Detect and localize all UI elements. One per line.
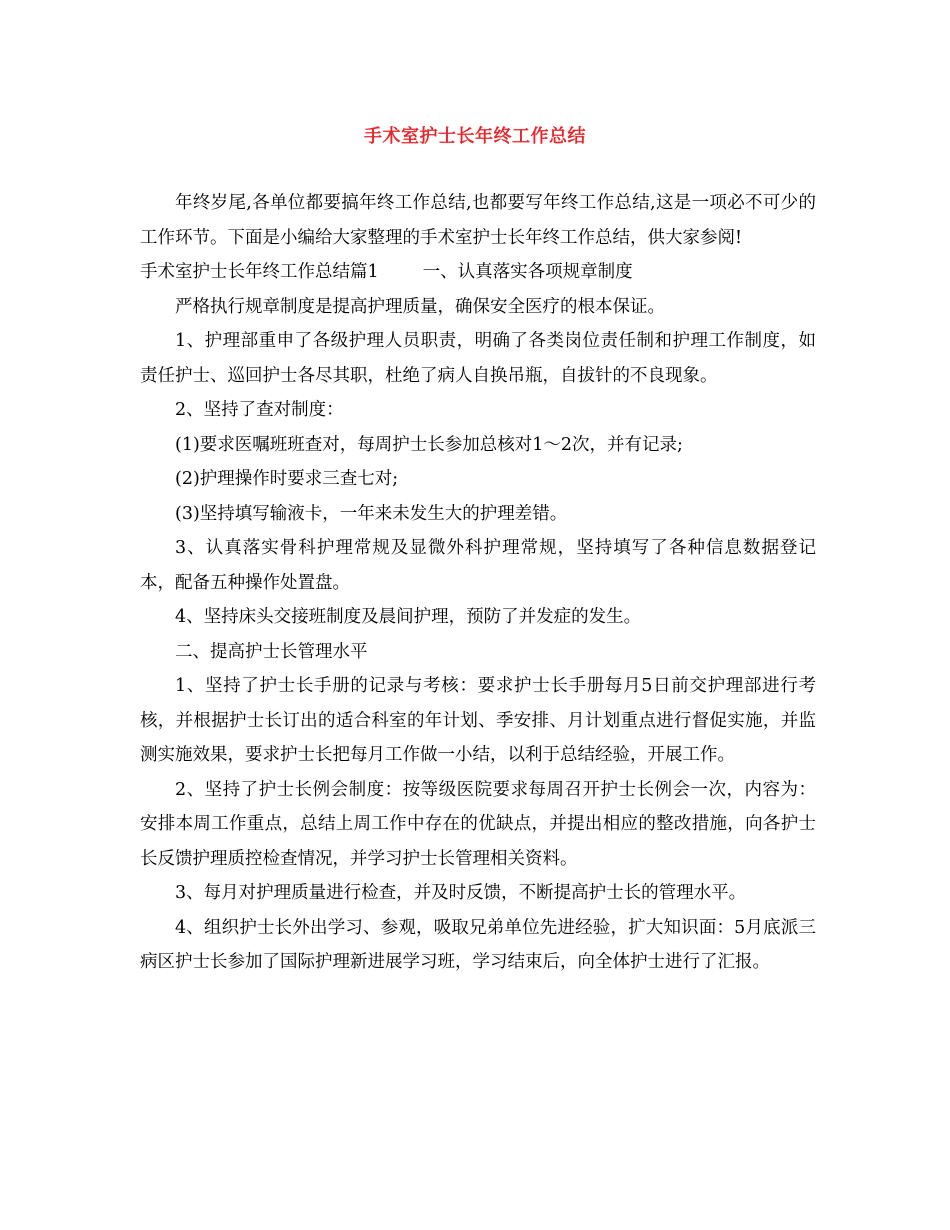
paragraph-item-3: 3、认真落实骨科护理常规及显微外科护理常规，坚持填写了各种信息数据登记本，配备五种操作处置盘。 xyxy=(140,538,816,593)
section-heading-line xyxy=(140,255,816,290)
paragraph-subitem-2: (2)护理操作时要求三查七对; xyxy=(175,469,399,489)
paragraph-section2-item-4: 4、组织护士长外出学习、参观，吸取兄弟单位先进经验，扩大知识面：5月底派三病区护士长参加了国际护理新进展学习班，学习结束后，向全体护士进行了汇报。 xyxy=(140,917,816,972)
section1-heading: 一、认真落实各项规章制度 xyxy=(422,262,633,282)
paragraph-item-4: 4、坚持床头交接班制度及晨间护理，预防了并发症的发生。 xyxy=(175,607,642,627)
paragraph-subitem-3: (3)坚持填写输液卡，一年来未发生大的护理差错。 xyxy=(175,503,568,524)
section2-heading: 二、提高护士长管理水平 xyxy=(175,641,368,662)
intro-paragraph: 年终岁尾,各单位都要搞年终工作总结,也都要写年终工作总结,这是一项必不可少的工作环节。下面是小编给大家整理的手术室护士长年终工作总结，供大家参阅! xyxy=(140,193,816,248)
paragraph-section2-item-3: 3、每月对护理质量进行检查，并及时反馈，不断提高护士长的管理水平。 xyxy=(175,883,747,903)
paragraph-principle: 严格执行规章制度是提高护理质量，确保安全医疗的根本保证。 xyxy=(175,296,665,317)
paragraph-item-1: 1、护理部重申了各级护理人员职责，明确了各类岗位责任制和护理工作制度，如责任护士、巡回护士各尽其职，杜绝了病人自换吊瓶，自拔针的不良现象。 xyxy=(140,331,816,386)
paragraph-subitem-1: (1)要求医嘱班班查对，每周护士长参加总核对1～2次，并有记录; xyxy=(175,434,683,455)
paragraph-section2-item-2: 2、坚持了护士长例会制度：按等级医院要求每周召开护士长例会一次，内容为：安排本周工作重点，总结上周工作中存在的优缺点，并提出相应的整改措施，向各护士长反馈护理质控检查情况，并学习护士长管理相关资料。 xyxy=(140,779,816,869)
section-label: 手术室护士长年终工作总结篇1 xyxy=(140,262,379,282)
document-body xyxy=(140,186,816,980)
paragraph-item-2: 2、坚持了查对制度： xyxy=(175,400,344,420)
document-title: 手术室护士长年终工作总结 xyxy=(364,126,586,147)
paragraph-section2-item-1: 1、坚持了护士长手册的记录与考核：要求护士长手册每月5日前交护理部进行考核，并根据护士长订出的适合科室的年计划、季安排、月计划重点进行督促实施，并监测实施效果，要求护士长把每月工作做一小结，以利于总结经验，开展工作。 xyxy=(140,676,816,765)
